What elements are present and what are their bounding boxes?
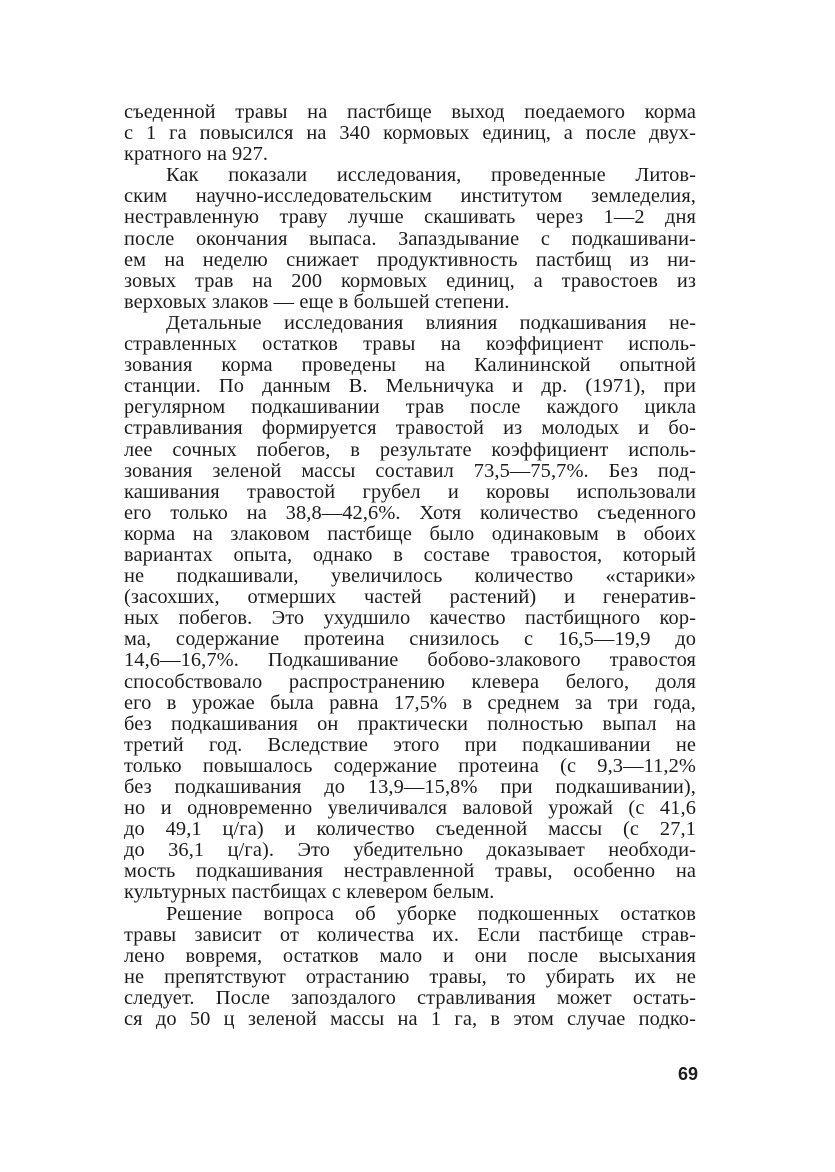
text-line: стравленных остатков травы на коэффициент исполь- xyxy=(124,333,696,356)
paragraph xyxy=(124,313,696,904)
text-line: мость подкашивания нестравленной травы, особенно на xyxy=(124,860,696,883)
text-line: зовых трав на 200 кормовых единиц, а травостоев из xyxy=(124,269,696,292)
paragraph xyxy=(124,165,696,313)
text-line: ных побегов. Это ухудшило качество пастбищного кор- xyxy=(124,607,696,630)
text-line: третий год. Вследствие этого при подкашивании не xyxy=(124,733,696,756)
page-number: 69 xyxy=(677,1064,698,1084)
body-text xyxy=(124,102,696,1030)
text-line: нестравленную траву лучше скашивать через 1—2 дня xyxy=(124,206,696,229)
text-line: 14,6—16,7%. Подкашивание бобово-злакового травостоя xyxy=(124,649,696,672)
text-line: не препятствуют отрастанию травы, то убирать их не xyxy=(124,965,696,988)
text-line: ем на неделю снижает продуктивность пастбищ из ни- xyxy=(124,248,696,271)
text-line: до 36,1 ц/га). Это убедительно доказывает необходи- xyxy=(124,839,696,862)
text-line: (засохших, отмерших частей растений) и генератив- xyxy=(124,586,696,609)
text-line: станции. По данным В. Мельничука и др. (1971), при xyxy=(124,375,696,398)
text-line: корма на злаковом пастбище было одинаковым в обоих xyxy=(124,522,696,545)
text-line: лено вовремя, остатков мало и они после высыхания xyxy=(124,944,696,967)
text-line: следует. После запоздалого стравливания может остать- xyxy=(124,986,696,1009)
text-line: его только на 38,8—42,6%. Хотя количество съеденного xyxy=(124,501,696,524)
text-line: культурных пастбищах с клевером белым. xyxy=(124,881,495,904)
text-line: без подкашивания до 13,9—15,8% при подкашивании), xyxy=(124,776,696,798)
text-line: ским научно-исследовательским институтом земледелия, xyxy=(124,185,696,208)
paragraph xyxy=(124,102,696,165)
text-line: ся до 50 ц зеленой массы на 1 га, в этом случае подко- xyxy=(124,1008,696,1031)
text-line: способствовало распространению клевера белого, доля xyxy=(124,670,696,693)
text-line: травы зависит от количества их. Если пастбище страв- xyxy=(124,923,696,946)
text-line: верховых злаков — еще в большей степени. xyxy=(124,290,510,313)
text-line: после окончания выпаса. Запаздывание с подкашивани- xyxy=(124,227,696,250)
text-line: с 1 га повысился на 340 кормовых единиц, а после двух- xyxy=(124,122,696,145)
text-line: без подкашивания он практически полностью выпал на xyxy=(124,712,696,735)
text-line: Детальные исследования влияния подкашивания не- xyxy=(166,311,696,334)
text-line: не подкашивали, увеличилось количество «старики» xyxy=(124,565,696,588)
text-line: ма, содержание протеина снизилось с 16,5—19,9 до xyxy=(124,628,696,651)
text-line: съеденной травы на пастбище выход поедаемого корма xyxy=(124,101,696,123)
text-line: кратного на 927. xyxy=(124,143,269,166)
text-line: лее сочных побегов, в результате коэффициент исполь- xyxy=(124,438,696,461)
text-line: но и одновременно увеличивался валовой урожай (с 41,6 xyxy=(124,797,696,820)
text-line: вариантах опыта, однако в составе травостоя, который xyxy=(124,543,696,566)
text-line: регулярном подкашивании трав после каждого цикла xyxy=(124,396,696,419)
paragraph xyxy=(124,904,696,1031)
text-line: стравливания формируется травостой из молодых и бо- xyxy=(124,417,696,440)
text-line: Как показали исследования, проведенные Литов- xyxy=(166,164,696,187)
text-line: зования корма проведены на Калининской опытной xyxy=(124,354,696,377)
text-line: Решение вопроса об уборке подкошенных остатков xyxy=(166,902,696,925)
text-line: до 49,1 ц/га) и количество съеденной массы (с 27,1 xyxy=(124,818,696,841)
text-line: зования зеленой массы составил 73,5—75,7%. Без под- xyxy=(124,459,696,482)
text-line: его в урожае была равна 17,5% в среднем за три года, xyxy=(124,691,696,714)
text-line: только повышалось содержание протеина (с 9,3—11,2% xyxy=(124,754,696,777)
text-line: кашивания травостой грубел и коровы использовали xyxy=(124,480,696,503)
